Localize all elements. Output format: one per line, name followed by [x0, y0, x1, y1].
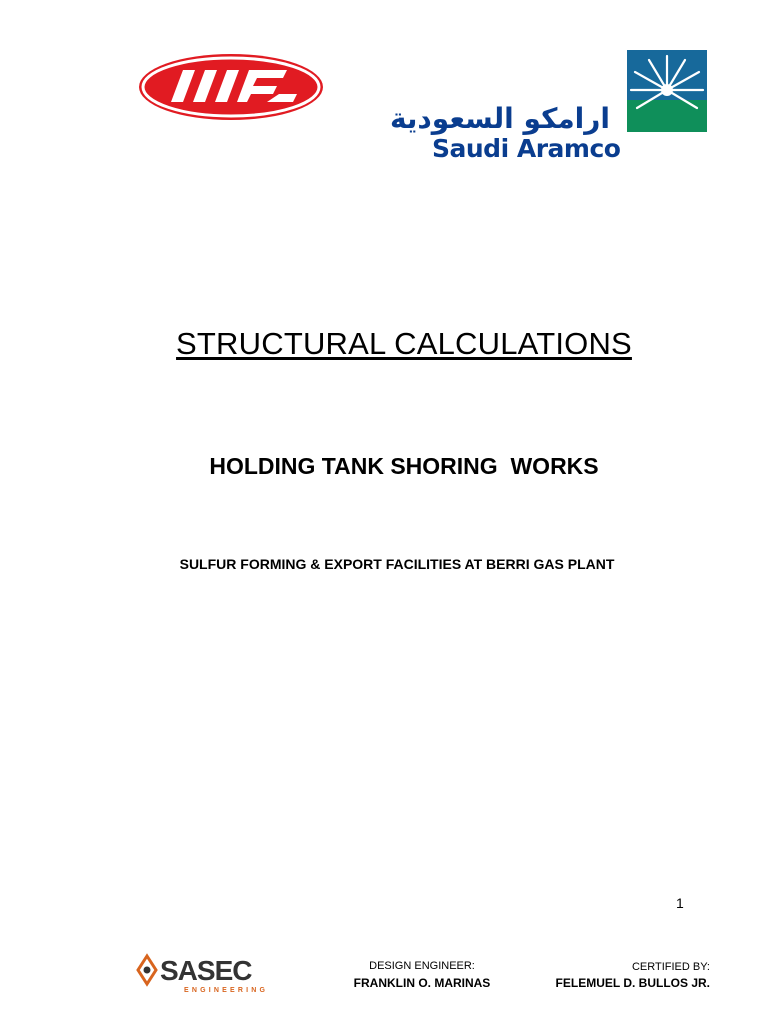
- aramco-arabic-text: ارامكو السعودية: [389, 102, 610, 135]
- certified-by-name: FELEMUEL D. BULLOS JR.: [555, 976, 710, 990]
- document-title: STRUCTURAL CALCULATIONS: [176, 326, 632, 361]
- facility-name: SULFUR FORMING & EXPORT FACILITIES AT BERRI GAS PLANT: [179, 556, 615, 572]
- aramco-english-text: Saudi Aramco: [432, 134, 621, 163]
- page-number: 1: [676, 895, 684, 911]
- document-subtitle: HOLDING TANK SHORING WORKS: [209, 453, 599, 479]
- design-engineer-name: FRANKLIN O. MARINAS: [353, 976, 491, 990]
- certified-by-label: CERTIFIED BY:: [631, 961, 710, 973]
- sasec-logo-icon: [136, 952, 278, 994]
- design-engineer-label: DESIGN ENGINEER:: [369, 960, 475, 972]
- aramco-star-emblem-icon: [627, 50, 707, 132]
- svg-text:ENGINEERING: ENGINEERING: [184, 987, 269, 994]
- svg-text:SASEC: SASEC: [160, 955, 252, 986]
- mbk-logo-icon: [137, 52, 325, 122]
